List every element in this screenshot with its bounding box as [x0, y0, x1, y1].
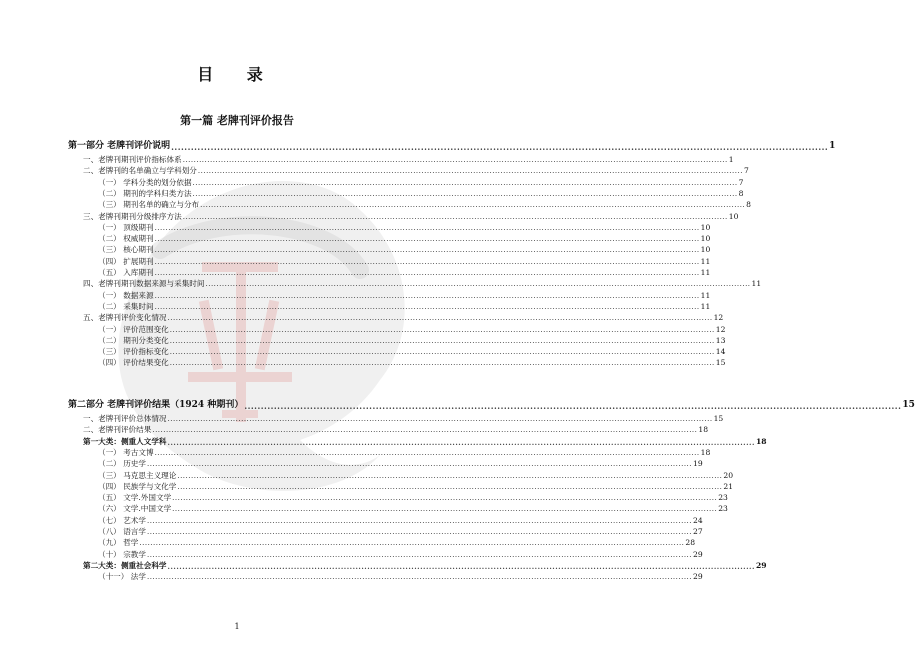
toc-entry-page: 20 — [723, 470, 734, 480]
toc-entry-label: 一、老牌刊评价总体情况 — [83, 414, 167, 423]
toc-entry-label: （二） 权威期刊 — [98, 234, 154, 244]
toc-leader-dots: ........................................................................................................................................................................................................ — [154, 223, 700, 232]
toc-entry-page: 7 — [738, 177, 744, 187]
toc-entry-page: 7 — [743, 166, 749, 176]
toc-entry-label: （四） 评价结果变化 — [98, 358, 169, 368]
toc-leader-dots: ........................................................................................................................................................................................................ — [169, 325, 715, 334]
toc-entry-label: （八） 语言学 — [98, 527, 146, 536]
toc-entry-label: （五） 文学.外国文学 — [98, 493, 172, 503]
toc-entry-page: 12 — [713, 313, 724, 323]
toc-leader-dots: ........................................................................................................................................................................................................ — [139, 539, 685, 548]
toc-entry-label: 二、老牌刊的名单确立与学科划分 — [83, 166, 197, 176]
toc-entry-label: （二） 采集时间 — [98, 301, 154, 311]
toc-leader-dots: ........................................................................................................................................................................................................ — [154, 246, 700, 255]
toc-leader-dots: ........................................................................................................................................................................................................ — [177, 471, 723, 480]
toc-entry-label: （二） 期刊的学科归类方法 — [98, 188, 192, 198]
toc-leader-dots: ........................................................................................................................................................................................................ — [146, 528, 693, 536]
toc-entry — [83, 279, 762, 289]
toc-entry — [98, 200, 752, 210]
toc-leader-dots: ........................................................................................................................................................................................................ — [172, 494, 718, 503]
toc-leader-dots: ........................................................................................................................................................................................................ — [167, 437, 755, 447]
toc-entry-label: （四） 扩展期刊 — [98, 256, 154, 266]
toc-entry-page: 28 — [685, 538, 696, 548]
toc-entry — [98, 527, 703, 537]
toc-entry-page: 29 — [693, 572, 703, 582]
toc-entry — [98, 549, 703, 560]
toc-entry — [98, 347, 726, 357]
toc-entry — [98, 234, 711, 244]
toc-leader-dots: ........................................................................................................................................................................................................ — [154, 302, 700, 311]
toc-entry — [83, 313, 724, 323]
toc-entry-page: 11 — [700, 301, 711, 311]
toc-entry-label: （三） 评价指标变化 — [98, 347, 169, 357]
toc-leader-dots: ........................................................................................................................................................................................................ — [146, 516, 693, 525]
toc-leader-dots: ........................................................................................................................................................................................................ — [205, 280, 751, 289]
toc-entry-label: （三） 核心期刊 — [98, 245, 154, 255]
toc-entry — [98, 470, 734, 481]
toc-leader-dots: ........................................................................................................................................................................................................ — [172, 505, 718, 514]
page-number: 1 — [234, 622, 240, 631]
toc-entry-label: （一） 学科分类的划分依据 — [98, 177, 192, 187]
toc-entry-page: 10 — [700, 222, 711, 232]
toc-entry-label: （一） 顶级期刊 — [98, 222, 154, 232]
toc-entry-page: 11 — [751, 279, 762, 289]
toc-leader-dots: ........................................................................................................................................................................................................ — [167, 561, 755, 571]
toc-entry — [98, 493, 728, 503]
toc-entry-label: （九） 哲学 — [98, 538, 139, 548]
toc-entry-label: 第一大类：侧重人文学科 — [83, 436, 167, 446]
toc-entry-label: （二） 期刊分类变化 — [98, 335, 169, 345]
toc-leader-dots: ........................................................................................................................................................................................................ — [182, 156, 728, 164]
toc-entry — [98, 245, 711, 255]
toc-entry — [98, 256, 711, 267]
toc-entry — [98, 268, 711, 278]
toc-leader-dots: ........................................................................................................................................................................................................ — [177, 482, 723, 491]
toc-leader-dots: ........................................................................................................................................................................................................ — [154, 235, 700, 244]
toc-entry-page: 10 — [700, 245, 711, 255]
toc-entry-label: 第二部分 老牌刊评价结果（1924 种期刊） — [68, 400, 244, 410]
toc-entry-page: 8 — [746, 200, 752, 210]
toc-entry-page: 19 — [693, 459, 703, 469]
toc-entry-page: 10 — [700, 234, 711, 244]
toc-entry — [83, 211, 739, 222]
toc-leader-dots: ........................................................................................................................................................................................................ — [192, 178, 738, 187]
toc-entry — [98, 459, 703, 469]
toc-entry-page: 15 — [715, 358, 726, 368]
page-title: 目 录 — [197, 65, 277, 84]
toc-entry-page: 15 — [902, 400, 915, 410]
toc-entry — [98, 324, 726, 335]
toc-entry-page: 18 — [755, 436, 767, 446]
toc-entry — [98, 447, 711, 458]
toc-leader-dots: ........................................................................................................................................................................................................ — [146, 460, 693, 469]
toc-entry — [98, 222, 711, 233]
toc-entry — [98, 572, 703, 582]
toc-entry — [98, 290, 711, 301]
toc-entry-label: 一、老牌刊期刊评价指标体系 — [83, 155, 182, 164]
toc-leader-dots: ........................................................................................................................................................................................................ — [146, 573, 693, 582]
toc-entry-label: （一） 数据来源 — [98, 290, 154, 300]
toc-entry-label: 三、老牌刊期刊分级排序方法 — [83, 211, 182, 221]
toc-entry-label: （三） 马克思主义理论 — [98, 470, 177, 480]
toc-entry — [98, 515, 703, 526]
toc-category-entry — [83, 436, 767, 447]
toc-entry — [83, 425, 709, 435]
toc-entry — [83, 414, 724, 424]
toc-entry-label: （四） 民族学与文化学 — [98, 481, 177, 491]
toc-leader-dots: ........................................................................................................................................................................................................ — [169, 348, 715, 357]
toc-leader-dots: ........................................................................................................................................................................................................ — [169, 359, 715, 368]
toc-entry-page: 1 — [728, 155, 734, 164]
toc-entry-label: （二） 历史学 — [98, 459, 146, 469]
toc-entry — [83, 166, 749, 176]
toc-entry-page: 21 — [723, 481, 734, 491]
toc-entry-page: 27 — [693, 527, 703, 536]
toc-entry — [98, 188, 744, 199]
toc-leader-dots: ........................................................................................................................................................................................................ — [167, 314, 713, 323]
toc-leader-dots: ........................................................................................................................................................................................................ — [200, 201, 746, 210]
toc-entry — [98, 335, 726, 346]
toc-entry — [98, 177, 744, 188]
toc-leader-dots: ........................................................................................................................................................................................................ — [146, 550, 693, 559]
toc-entry-label: 四、老牌刊期刊数据来源与采集时间 — [83, 279, 205, 289]
toc-entry-label: （七） 艺术学 — [98, 515, 146, 525]
toc-entry — [98, 504, 728, 514]
toc-entry-page: 23 — [718, 504, 728, 514]
toc-entry-page: 14 — [715, 347, 726, 357]
toc-entry-label: （六） 文学.中国文学 — [98, 504, 172, 514]
toc-part-entry — [68, 399, 915, 411]
toc-category-entry — [83, 560, 767, 571]
toc-entry-page: 18 — [700, 447, 711, 457]
toc-leader-dots: ........................................................................................................................................................................................................ — [192, 189, 738, 198]
toc-leader-dots: ........................................................................................................................................................................................................ — [167, 415, 713, 423]
toc-entry-label: 第一部分 老牌刊评价说明 — [68, 141, 171, 151]
toc-leader-dots: ........................................................................................................................................................................................................ — [197, 167, 743, 176]
toc-entry-page: 11 — [700, 290, 711, 300]
toc-entry-page: 24 — [693, 515, 703, 525]
toc-entry-page: 12 — [715, 324, 726, 334]
part-title: 第一篇 老牌刊评价报告 — [180, 114, 294, 127]
toc-entry-label: 二、老牌刊评价结果 — [83, 425, 152, 435]
toc-entry-page: 11 — [700, 256, 711, 266]
toc-entry-page: 23 — [718, 493, 728, 503]
toc-leader-dots: ........................................................................................................................................................................................................ — [154, 448, 700, 457]
toc-entry-page: 8 — [738, 188, 744, 198]
toc-leader-dots: ........................................................................................................................................................................................................ — [171, 142, 829, 152]
toc-leader-dots: ........................................................................................................................................................................................................ — [169, 336, 715, 345]
toc-leader-dots: ........................................................................................................................................................................................................ — [152, 426, 698, 435]
toc-entry — [83, 155, 734, 165]
toc-entry-label: 第二大类：侧重社会科学 — [83, 560, 167, 570]
toc-entry-page: 18 — [698, 425, 709, 435]
toc-leader-dots: ........................................................................................................................................................................................................ — [154, 269, 700, 277]
toc-entry-label: （五） 入库期刊 — [98, 268, 154, 277]
toc-entry-label: （十一） 法学 — [98, 572, 146, 582]
toc-entry-page: 11 — [700, 268, 711, 277]
toc-entry-page: 10 — [728, 211, 739, 221]
toc-leader-dots: ........................................................................................................................................................................................................ — [154, 257, 700, 266]
toc-leader-dots: ........................................................................................................................................................................................................ — [244, 401, 902, 411]
toc-entry-page: 1 — [829, 141, 836, 151]
toc-entry-label: （一） 评价范围变化 — [98, 324, 169, 334]
toc-entry — [98, 301, 711, 312]
toc-entry-page: 15 — [713, 414, 724, 423]
toc-entry-label: 五、老牌刊评价变化情况 — [83, 313, 167, 323]
toc-entry-page: 29 — [693, 549, 703, 559]
toc-entry-label: （三） 期刊名单的确立与分布 — [98, 200, 200, 210]
toc-entry-page: 13 — [715, 335, 726, 345]
toc-part-entry — [68, 140, 836, 152]
toc-entry-page: 29 — [755, 560, 767, 570]
toc-leader-dots: ........................................................................................................................................................................................................ — [182, 212, 728, 221]
toc-entry — [98, 481, 734, 492]
toc-leader-dots: ........................................................................................................................................................................................................ — [154, 291, 700, 300]
toc-entry-label: （一） 考古文博 — [98, 447, 154, 457]
toc-entry — [98, 358, 726, 368]
toc-entry — [98, 538, 696, 548]
toc-entry-label: （十） 宗教学 — [98, 549, 146, 559]
